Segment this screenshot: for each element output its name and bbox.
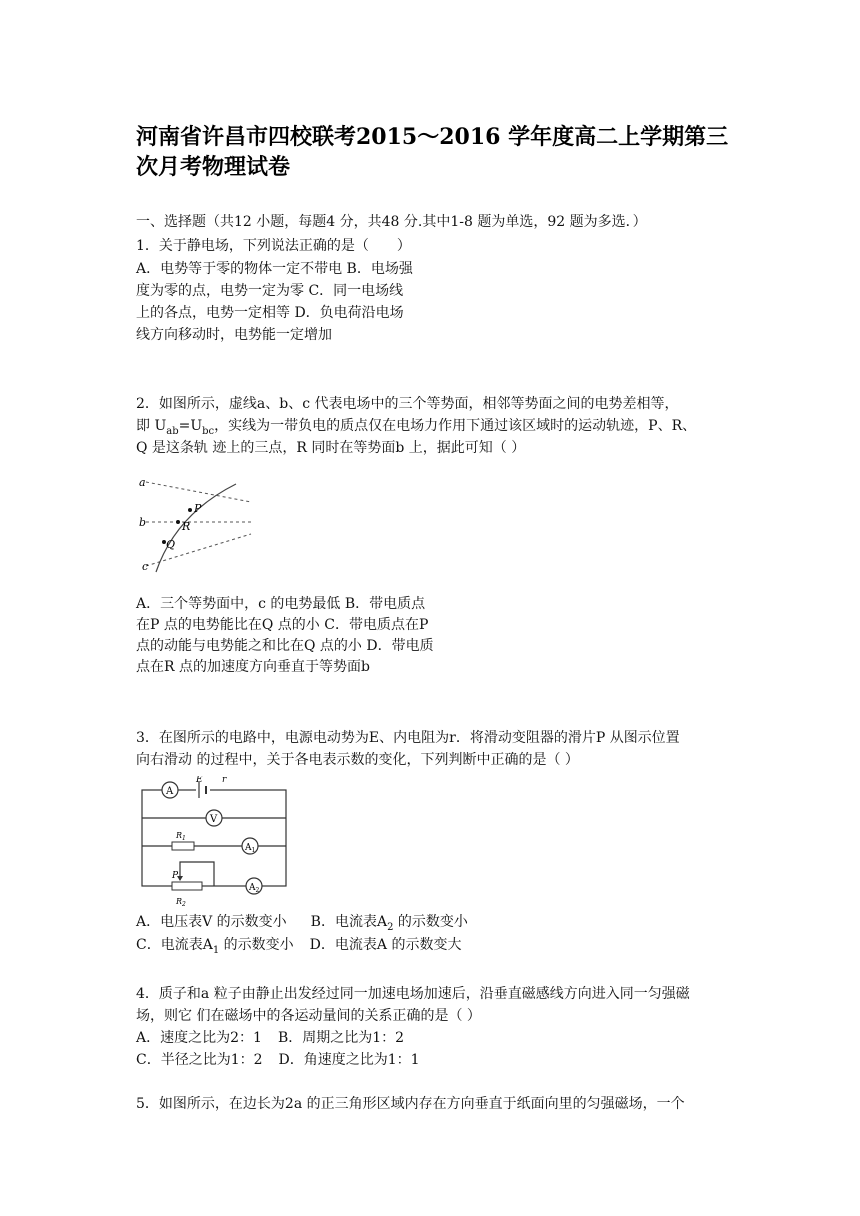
question-4-options-row-2: C．半径之比为1：2 D．角速度之比为1：1	[136, 1052, 420, 1068]
svg-text:A2: $A_2$	[249, 883, 260, 894]
label-P: P	[194, 502, 202, 515]
question-4-options-row-1: A．速度之比为2：1 B．周期之比为1：2	[136, 1030, 405, 1046]
svg-text:A: A	[166, 786, 174, 797]
question-3-options-row-2: C．电流表$A_1$ 的示数变小 D．电流表A 的示数变大	[136, 937, 462, 956]
question-3-options-row-1: A．电压表V 的示数变小 B．电流表$A_2$ 的示数变小	[136, 914, 468, 933]
page-title: 河南省许昌市四校联考2015～2016 学年度高二上学期第三次月考物理试卷	[136, 124, 729, 180]
svg-text:P: P	[172, 871, 179, 881]
circuit-figure	[136, 776, 296, 908]
question-3-stem-line-1: 3．在图所示的电路中，电源电动势为E、内电阻为r．将滑动变阻器的滑片P 从图示位置	[136, 730, 680, 746]
question-2-options: A．三个等势面中，c 的电势最低 B．带电质点在P 点的电势能比在Q 点的小 C．带电质点在P 点的动能与电势能之和比在Q 点的小 D．带电质点在R 点的加速度方向垂直于等势面b	[136, 596, 434, 675]
question-2-stem-line-2: 即 $U_{ab}=U_{bc}$，实线为一带负电的质点仅在电场力作用下通过该区域时的运动轨迹，P、R、	[136, 418, 697, 437]
equipotential-figure	[136, 474, 256, 574]
label-a: a	[139, 476, 146, 489]
question-3-stem-line-2: 向右滑动 的过程中，关于各电表示数的变化，下列判断中正确的是（ ）	[136, 752, 579, 768]
question-2-stem-line-1: 2．如图所示，虚线a、b、c 代表电场中的三个等势面，相邻等势面之间的电势差相等，	[136, 396, 679, 412]
question-2-stem-line-3: Q 是这条轨 迹上的三点，R 同时在等势面b 上，据此可知（ ）	[136, 440, 526, 456]
label-b: b	[139, 516, 147, 529]
question-4-stem-line-2: 场，则它 们在磁场中的各运动量间的关系正确的是（ ）	[136, 1008, 481, 1024]
question-4-stem-line-1: 4．质子和a 粒子由静止出发经过同一加速电场加速后，沿垂直磁感线方向进入同一匀强磁	[136, 986, 690, 1002]
question-1-stem: 1．关于静电场，下列说法正确的是（ ）	[136, 238, 411, 254]
question-5-stem-line-1: 5．如图所示，在边长为2a 的正三角形区域内存在方向垂直于纸面向里的匀强磁场，一个	[136, 1096, 685, 1112]
section-heading: 一、选择题（共12 小题，每题4 分，共48 分.其中1-8 题为单选，92 题为多选．）	[136, 214, 647, 230]
svg-text:V: V	[210, 814, 218, 825]
label-Q: Q	[166, 538, 176, 551]
svg-text:R1: $R_1$	[176, 831, 186, 842]
label-R: R	[182, 520, 191, 533]
svg-text:E: E	[196, 776, 203, 785]
svg-text:R2: $R_2$	[176, 897, 186, 908]
svg-text:r: r	[222, 776, 227, 785]
label-c: c	[142, 560, 149, 573]
svg-text:A1: $A_1$	[245, 843, 256, 854]
question-1-options: A．电势等于零的物体一定不带电 B．电场强度为零的点，电势一定为零 C．同一电场线上的各点，电势一定相等 D．负电荷沿电场线方向移动时，电势能一定增加	[136, 261, 413, 343]
